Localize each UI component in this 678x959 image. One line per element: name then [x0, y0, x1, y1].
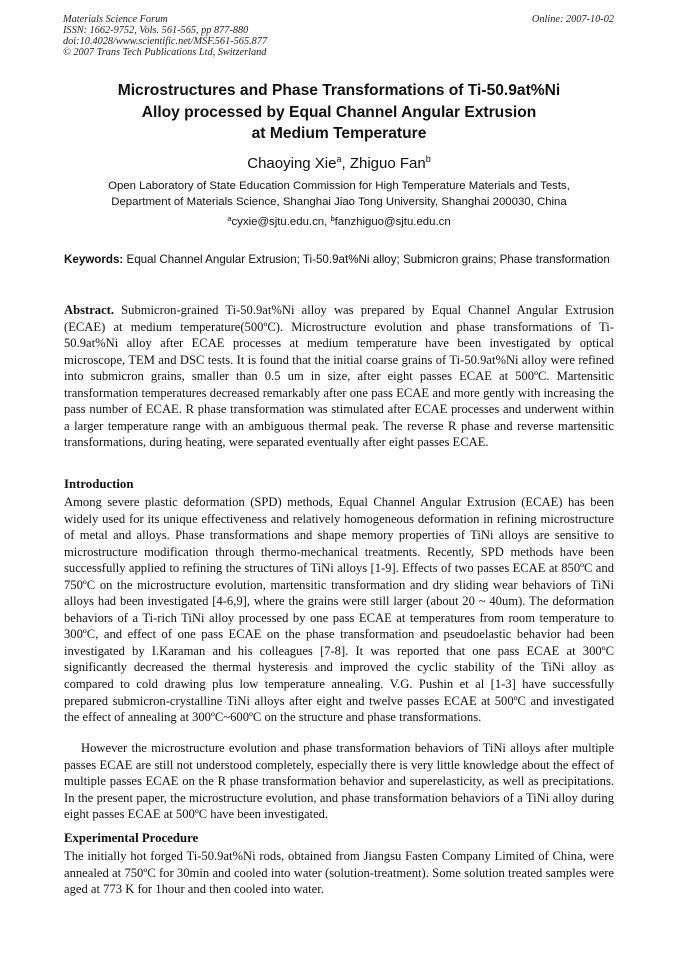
keywords [64, 252, 614, 267]
journal-header [63, 14, 267, 58]
introduction-paragraph: Among severe plastic deformation (SPD) methods, Equal Channel Angular Extrusion (ECAE) has been widely used for its unique effectiveness and relatively homogeneous deformation in refining microstructure of metal and alloys. Phase transformations and shape memory properties of TiNi alloys are sensitive to microstructure modification through thermo-mechanical treatments. Recently, SPD methods have been successfully applied to refining the structures of TiNi alloys [1-9]. Effects of two passes ECAE at 850ºC and 750ºC on the microstructure evolution, martensitic transformation and dry sliding wear behaviors of TiNi alloys had been investigated [4-6,9], where the grains were still larger (about 20 ~ 40um). The deformation behaviors of a Ti-rich TiNi alloy processed by one pass ECAE at temperatures from room temperature to 300ºC, and effect of one pass ECAE on the phase transformation and pseudoelastic behavior had been investigated by I.Karaman and his colleagues [7-8]. It was reported that one pass ECAE at 300ºC significantly decreased the thermal hysteresis and improved the cyclic stability of the TiNi alloy as compared to cold drawing plus low temperature annealing. V.G. Pushin et al [1-3] have successfully prepared submicron-crystalline TiNi alloys after eight and twelve passes ECAE at 500ºC and investigated the effect of annealing at 300ºC~600ºC on the structure and phase transformations. [64, 495, 614, 725]
introduction-heading: Introduction [64, 477, 134, 491]
author-list [0, 155, 678, 173]
abstract [64, 302, 614, 451]
affiliation-line: Open Laboratory of State Education Commission for High Temperature Materials and Tests, [108, 180, 570, 192]
paper-title [0, 80, 678, 145]
author-separator: , [341, 155, 350, 172]
issn-line: ISSN: 1662-9752, Vols. 561-565, pp 877-880 [63, 25, 249, 36]
affiliation [0, 179, 678, 210]
keywords-label: Keywords: [64, 253, 124, 266]
abstract-text: Submicron-grained Ti-50.9at%Ni alloy was prepared by Equal Channel Angular Extrusion (ECAE) at medium temperature(500ºC). Microstructure evolution and phase transformations of Ti-50.9at%Ni alloy after ECAE processes at medium temperature have been investigated by optical microscope, TEM and DSC tests. It is found that the initial coarse grains of Ti-50.9at%Ni alloy were refined into submicron grains, smaller than 0.5 um in size, after eight passes ECAE at 500ºC. Martensitic transformation temperatures decreased remarkably after one pass ECAE and more gently with increasing the pass number of ECAE. R phase transformation was stimulated after ECAE processes and underwent within a larger temperature range with an ambiguous thermal peak. The reverse R phase and reverse martensitic transformations, during heating, were separated eventually after eight passes ECAE. [64, 303, 614, 450]
author-superscript: b [425, 154, 431, 164]
experimental-paragraph: The initially hot forged Ti-50.9at%Ni rods, obtained from Jiangsu Fasten Company Limited of China, were annealed at 750ºC for 30min and cooled into water (solution-treatment). Some solution treated samples were aged at 773 K for 1hour and then cooled into water. [64, 849, 614, 897]
email-superscript: a [227, 214, 232, 223]
email-superscript: b [330, 214, 335, 223]
title-line: Alloy processed by Equal Channel Angular Extrusion [141, 103, 537, 121]
experimental-heading: Experimental Procedure [64, 831, 199, 845]
email-link[interactable]: cyxie@sjtu.edu.cn, [231, 216, 331, 228]
keywords-text: Equal Channel Angular Extrusion; Ti-50.9at%Ni alloy; Submicron grains; Phase transformation [123, 253, 610, 266]
journal-name: Materials Science Forum [63, 14, 168, 25]
title-line: Microstructures and Phase Transformations of Ti-50.9at%Ni [117, 82, 561, 99]
author-name: Zhiguo Fan [349, 155, 426, 172]
author-emails [0, 215, 678, 230]
email-link[interactable]: fanzhiguo@sjtu.edu.cn [334, 216, 451, 228]
title-line: at Medium Temperature [251, 125, 427, 142]
introduction-paragraph: However the microstructure evolution and phase transformation behaviors of TiNi alloys after multiple passes ECAE are still not understood completely, especially there is very little knowledge about the effect of multiple passes ECAE on the R phase transformation behavior and superelasticity, as well as precipitations. In the present paper, the microstructure evolution, and phase transformation behaviors of a TiNi alloy during eight passes ECAE at 500ºC have been investigated. [64, 741, 614, 822]
affiliation-line: Department of Materials Science, Shanghai Jiao Tong University, Shanghai 200030, China [111, 195, 567, 208]
abstract-label: Abstract. [64, 303, 115, 317]
online-date: Online: 2007-10-02 [531, 14, 614, 25]
doi-line: doi:10.4028/www.scientific.net/MSF.561-565.877 [63, 36, 268, 47]
copyright-line: © 2007 Trans Tech Publications Ltd, Switzerland [63, 47, 267, 58]
author-name: Chaoying Xie [247, 155, 337, 172]
author-superscript: a [336, 154, 342, 164]
